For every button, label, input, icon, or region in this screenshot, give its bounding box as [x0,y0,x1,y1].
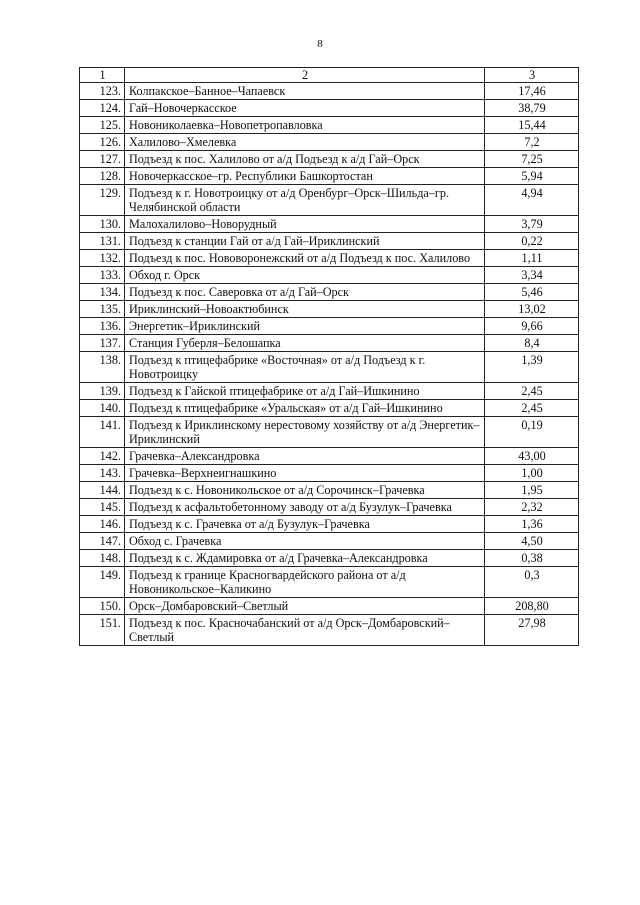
road-name: Подъезд к птицефабрике «Восточная» от а/д Подъезд к г. Новотроицку [125,352,485,383]
row-number: 144. [80,482,125,499]
row-number: 134. [80,284,125,301]
road-length: 7,25 [485,151,579,168]
table-row [80,598,579,615]
road-length: 1,00 [485,465,579,482]
road-name: Новониколаевка–Новопетропавловка [125,117,485,134]
road-length: 3,79 [485,216,579,233]
road-length: 2,32 [485,499,579,516]
road-length: 13,02 [485,301,579,318]
road-length: 2,45 [485,383,579,400]
table-row [80,533,579,550]
road-length: 8,4 [485,335,579,352]
road-length: 17,46 [485,83,579,100]
road-name: Обход г. Орск [125,267,485,284]
road-name: Халилово–Хмелевка [125,134,485,151]
table-row [80,134,579,151]
road-length: 5,94 [485,168,579,185]
road-length: 1,11 [485,250,579,267]
road-name: Гай–Новочеркасское [125,100,485,117]
row-number: 146. [80,516,125,533]
road-name: Подъезд к границе Красногвардейского района от а/д Новоникольское–Каликино [125,567,485,598]
road-name: Подъезд к пос. Саверовка от а/д Гай–Орск [125,284,485,301]
road-length: 0,3 [485,567,579,598]
table-row [80,168,579,185]
row-number: 140. [80,400,125,417]
row-number: 135. [80,301,125,318]
road-name: Подъезд к пос. Нововоронежский от а/д Подъезд к пос. Халилово [125,250,485,267]
row-number: 141. [80,417,125,448]
row-number: 149. [80,567,125,598]
header-cell-name: 2 [125,68,485,83]
road-length: 0,19 [485,417,579,448]
road-name: Орск–Домбаровский–Светлый [125,598,485,615]
road-length: 3,34 [485,267,579,284]
road-name: Колпакское–Банное–Чапаевск [125,83,485,100]
table-row [80,117,579,134]
table-body [80,68,579,646]
table-row [80,83,579,100]
table-row [80,400,579,417]
row-number: 124. [80,100,125,117]
table-row [80,615,579,646]
road-length: 2,45 [485,400,579,417]
row-number: 151. [80,615,125,646]
row-number: 130. [80,216,125,233]
road-name: Энергетик–Ириклинский [125,318,485,335]
road-name: Подъезд к Ириклинскому нерестовому хозяйству от а/д Энергетик–Ириклинский [125,417,485,448]
table-row [80,448,579,465]
road-length: 9,66 [485,318,579,335]
table-row [80,318,579,335]
road-length: 7,2 [485,134,579,151]
table-header-row [80,68,579,83]
row-number: 148. [80,550,125,567]
table-row [80,335,579,352]
road-length: 4,94 [485,185,579,216]
road-name: Подъезд к асфальтобетонному заводу от а/д Бузулук–Грачевка [125,499,485,516]
row-number: 128. [80,168,125,185]
table-row [80,567,579,598]
road-length: 1,39 [485,352,579,383]
road-length: 208,80 [485,598,579,615]
road-length: 1,95 [485,482,579,499]
table-row [80,550,579,567]
road-length: 0,22 [485,233,579,250]
row-number: 138. [80,352,125,383]
row-number: 125. [80,117,125,134]
road-name: Подъезд к с. Грачевка от а/д Бузулук–Грачевка [125,516,485,533]
page-number: 8 [317,38,323,50]
road-length: 38,79 [485,100,579,117]
road-name: Новочеркасское–гр. Республики Башкортостан [125,168,485,185]
table-row [80,250,579,267]
road-name: Станция Губерля–Белошапка [125,335,485,352]
road-length: 4,50 [485,533,579,550]
table-row [80,284,579,301]
row-number: 132. [80,250,125,267]
row-number: 123. [80,83,125,100]
road-length: 43,00 [485,448,579,465]
table-row [80,465,579,482]
table-row [80,417,579,448]
table-row [80,383,579,400]
table-row [80,352,579,383]
row-number: 129. [80,185,125,216]
table-row [80,301,579,318]
road-name: Подъезд к г. Новотроицку от а/д Оренбург–Орск–Шильда–гр. Челябинской области [125,185,485,216]
table-row [80,267,579,284]
header-cell-length: 3 [485,68,579,83]
table-row [80,516,579,533]
row-number: 143. [80,465,125,482]
table-row [80,185,579,216]
table-row [80,233,579,250]
row-number: 142. [80,448,125,465]
row-number: 126. [80,134,125,151]
road-name: Подъезд к с. Ждамировка от а/д Грачевка–Александровка [125,550,485,567]
road-name: Подъезд к пос. Красночабанский от а/д Орск–Домбаровский–Светлый [125,615,485,646]
road-name: Ириклинский–Новоактюбинск [125,301,485,318]
road-name: Обход с. Грачевка [125,533,485,550]
row-number: 137. [80,335,125,352]
road-name: Подъезд к станции Гай от а/д Гай–Ириклинский [125,233,485,250]
road-length: 0,38 [485,550,579,567]
road-length: 1,36 [485,516,579,533]
row-number: 147. [80,533,125,550]
road-length: 27,98 [485,615,579,646]
row-number: 136. [80,318,125,335]
road-name: Подъезд к птицефабрике «Уральская» от а/д Гай–Ишкинино [125,400,485,417]
row-number: 145. [80,499,125,516]
row-number: 139. [80,383,125,400]
road-name: Подъезд к пос. Халилово от а/д Подъезд к а/д Гай–Орск [125,151,485,168]
row-number: 127. [80,151,125,168]
table-row [80,216,579,233]
road-length: 15,44 [485,117,579,134]
row-number: 133. [80,267,125,284]
road-length: 5,46 [485,284,579,301]
road-name: Подъезд к с. Новоникольское от а/д Сорочинск–Грачевка [125,482,485,499]
road-name: Грачевка–Александровка [125,448,485,465]
row-number: 131. [80,233,125,250]
row-number: 150. [80,598,125,615]
header-cell-number: 1 [80,68,125,83]
table-row [80,100,579,117]
roads-table [79,67,579,646]
table-row [80,482,579,499]
table-row [80,499,579,516]
road-name: Малохалилово–Новорудный [125,216,485,233]
table-row [80,151,579,168]
road-name: Грачевка–Верхнеигнашкино [125,465,485,482]
road-name: Подъезд к Гайской птицефабрике от а/д Гай–Ишкинино [125,383,485,400]
